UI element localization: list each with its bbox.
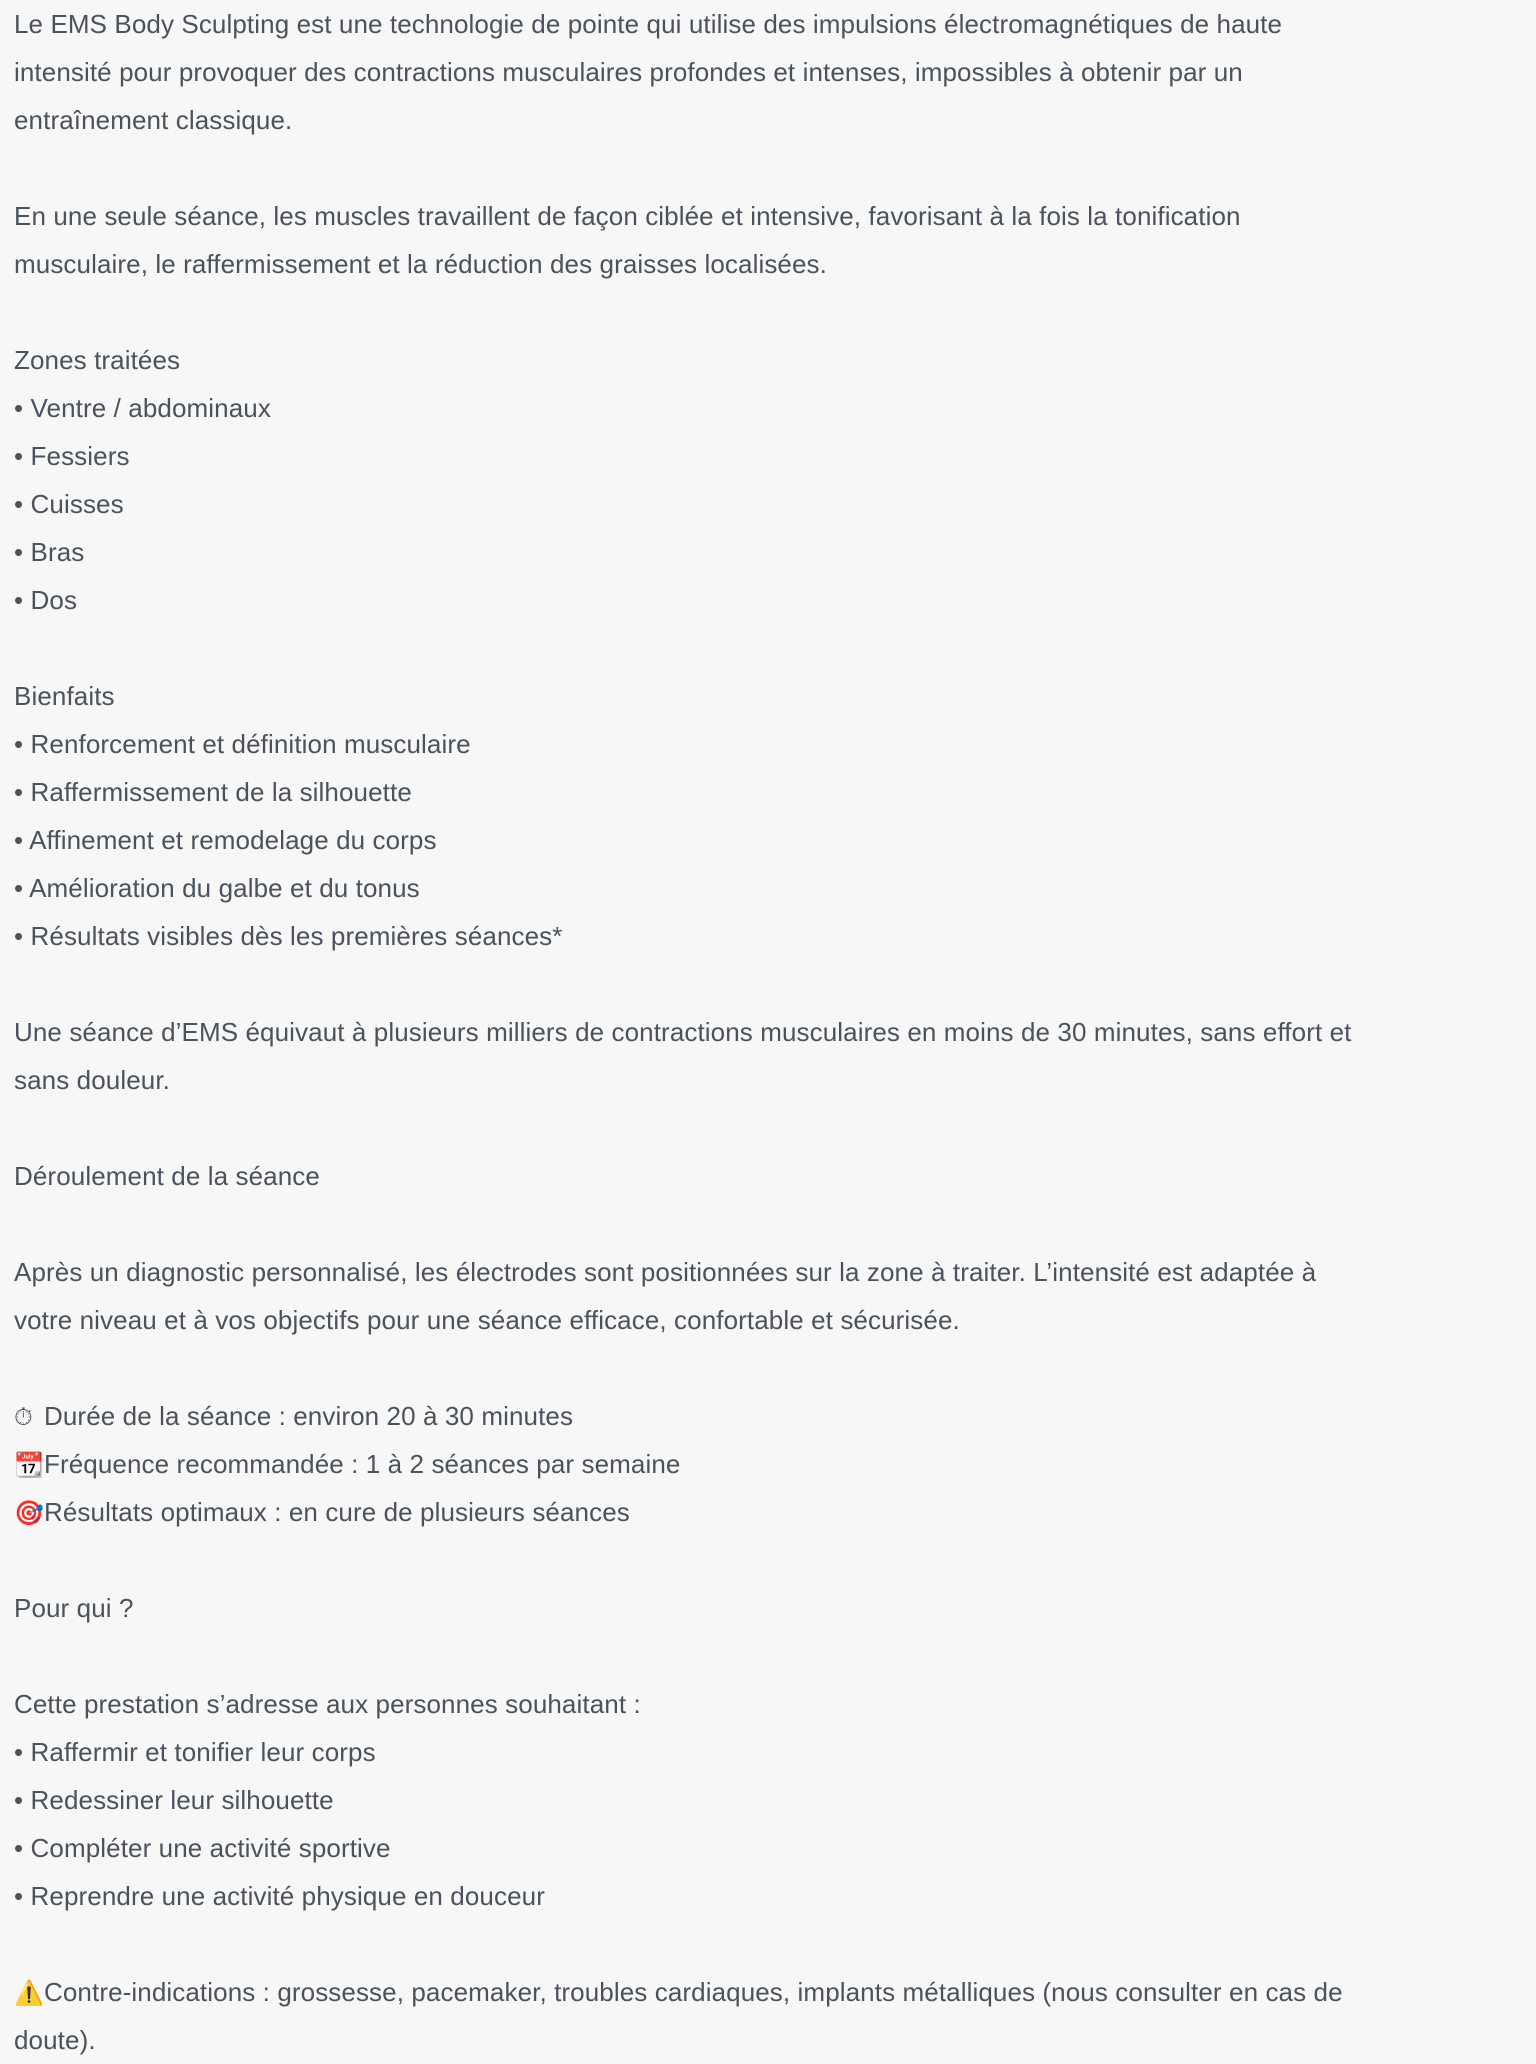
text-line: doute).	[14, 2025, 96, 2055]
list-item: • Reprendre une activité physique en douceur	[14, 1881, 545, 1911]
equivalence-paragraph	[14, 1008, 1536, 1104]
process-paragraph	[14, 1248, 1536, 1344]
text-line: votre niveau et à vos objectifs pour une séance efficace, confortable et sécurisée.	[14, 1305, 960, 1335]
text-line: Après un diagnostic personnalisé, les électrodes sont positionnées sur la zone à traiter. L’intensité est adaptée à	[14, 1257, 1317, 1287]
intro-paragraph	[14, 0, 1536, 144]
list-item: • Résultats visibles dès les premières séances*	[14, 921, 563, 951]
list-item: • Fessiers	[14, 441, 130, 471]
text-line: Le EMS Body Sculpting est une technologie de pointe qui utilise des impulsions électromagnétiques de haute	[14, 9, 1283, 39]
audience-intro: Cette prestation s’adresse aux personnes souhaitant :	[14, 1689, 641, 1719]
detail-frequency	[14, 1440, 1536, 1488]
audience-title: Pour qui ?	[14, 1593, 134, 1623]
target-icon: 🎯	[14, 1500, 44, 1527]
detail-text: Fréquence recommandée : 1 à 2 séances par semaine	[44, 1449, 681, 1479]
calendar-icon: 📆	[14, 1452, 44, 1479]
list-item: • Renforcement et définition musculaire	[14, 729, 471, 759]
list-item: • Raffermissement de la silhouette	[14, 777, 412, 807]
list-item: • Bras	[14, 537, 85, 567]
session-paragraph	[14, 192, 1536, 288]
text-line: sans douleur.	[14, 1065, 170, 1095]
process-title: Déroulement de la séance	[14, 1161, 320, 1191]
detail-text: Durée de la séance : environ 20 à 30 minutes	[44, 1401, 574, 1431]
list-item: • Cuisses	[14, 489, 124, 519]
warning-icon: ⚠️	[14, 1980, 44, 2007]
list-item: • Redessiner leur silhouette	[14, 1785, 334, 1815]
zones-section	[14, 336, 1536, 624]
text-line	[14, 1968, 1536, 2016]
text-line: intensité pour provoquer des contractions musculaires profondes et intenses, impossibles à obtenir par un	[14, 57, 1243, 87]
zones-title: Zones traitées	[14, 345, 181, 375]
text-line: En une seule séance, les muscles travaillent de façon ciblée et intensive, favorisant à la fois la tonification	[14, 201, 1241, 231]
text-line: Une séance d’EMS équivaut à plusieurs milliers de contractions musculaires en moins de 30 minutes, sans effort et	[14, 1017, 1352, 1047]
list-item: • Ventre / abdominaux	[14, 393, 271, 423]
list-item: • Amélioration du galbe et du tonus	[14, 873, 420, 903]
detail-text: Résultats optimaux : en cure de plusieurs séances	[44, 1497, 630, 1527]
warning-paragraph	[14, 1968, 1536, 2064]
details-list	[14, 1392, 1536, 1536]
detail-results	[14, 1488, 1536, 1536]
benefits-section	[14, 672, 1536, 960]
list-item: • Raffermir et tonifier leur corps	[14, 1737, 376, 1767]
stopwatch-icon: ⏱	[14, 1404, 33, 1431]
list-item: • Dos	[14, 585, 78, 615]
text-line: entraînement classique.	[14, 105, 293, 135]
detail-duration	[14, 1392, 1536, 1440]
benefits-title: Bienfaits	[14, 681, 115, 711]
audience-section	[14, 1680, 1536, 1920]
text-line: musculaire, le raffermissement et la réduction des graisses localisées.	[14, 249, 827, 279]
list-item: • Compléter une activité sportive	[14, 1833, 391, 1863]
warning-text: Contre-indications : grossesse, pacemaker, troubles cardiaques, implants métalliques (nous consulter en cas de	[44, 1977, 1343, 2007]
list-item: • Affinement et remodelage du corps	[14, 825, 437, 855]
